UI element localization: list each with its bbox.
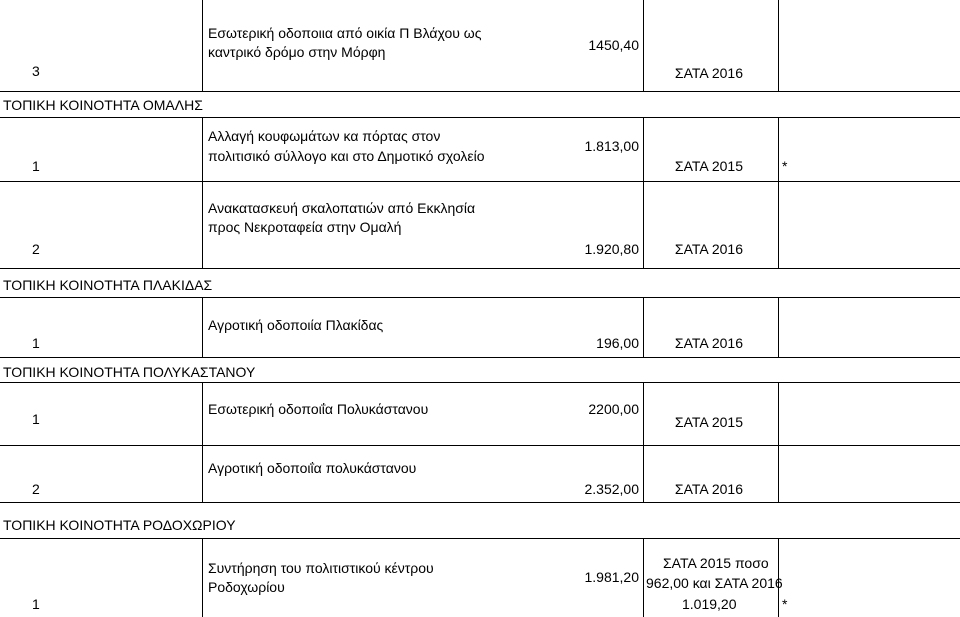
- row-description: καντρικό δρόμο στην Μόρφη: [208, 44, 386, 60]
- row-line: [0, 181, 960, 182]
- row-source: ΣΑΤΑ 2016: [674, 241, 743, 257]
- row-description: Αγροτική οδοποιία Πλακίδας: [208, 317, 384, 333]
- row-line: [0, 445, 960, 446]
- row-source: ΣΑΤΑ 2016: [674, 65, 743, 81]
- row-source: ΣΑΤΑ 2015: [674, 414, 743, 430]
- row-description: πολιτισικό σύλλογο και στο Δημοτικό σχολείο: [208, 148, 485, 164]
- col-line-3: [778, 0, 779, 91]
- row-mark: *: [782, 596, 788, 612]
- row-source: ΣΑΤΑ 2016: [674, 335, 743, 351]
- row-source: 1.019,20: [682, 596, 737, 612]
- row-mark: *: [782, 158, 788, 174]
- row-line: [0, 91, 960, 92]
- row-amount: 2200,00: [588, 401, 639, 417]
- row-description: Εσωτερική οδοποιια από οικία Π Βλάχου ως: [208, 25, 482, 41]
- row-description: Ανακατασκευή σκαλοπατιών από Εκκλησία: [208, 200, 476, 216]
- col-line-3: [778, 117, 779, 268]
- col-line-1: [202, 0, 203, 91]
- row-line: [0, 502, 960, 503]
- row-number: 1: [32, 335, 40, 351]
- row-description: Αλλαγή κουφωμάτων κα πόρτας στον: [208, 128, 441, 144]
- row-amount: 2.352,00: [584, 481, 639, 497]
- row-source: ΣΑΤΑ 2016: [674, 481, 743, 497]
- row-line: [0, 297, 960, 298]
- row-description: προς Νεκροταφεία στην Ομαλή: [208, 219, 402, 235]
- row-source: ΣΑΤΑ 2015 ποσο: [663, 555, 769, 571]
- section-heading: ΤΟΠΙΚΗ ΚΟΙΝΟΤΗΤΑ ΠΛΑΚΙΔΑΣ: [3, 277, 213, 293]
- row-amount: 196,00: [596, 335, 639, 351]
- col-line-2: [643, 117, 644, 268]
- row-amount: 1.981,20: [584, 569, 639, 585]
- row-amount: 1.920,80: [584, 241, 639, 257]
- row-line: [0, 538, 960, 539]
- row-amount: 1.813,00: [584, 138, 639, 154]
- col-line-1: [202, 297, 203, 357]
- col-line-1: [202, 382, 203, 502]
- row-number: 2: [32, 241, 40, 257]
- row-number: 1: [32, 596, 40, 612]
- row-number: 1: [32, 411, 40, 427]
- col-line-2: [643, 382, 644, 502]
- col-line-3: [778, 297, 779, 357]
- row-line: [0, 382, 960, 383]
- row-line: [0, 357, 960, 358]
- col-line-2: [643, 297, 644, 357]
- col-line-2: [643, 0, 644, 91]
- col-line-1: [202, 117, 203, 268]
- row-line: [0, 268, 960, 269]
- row-line: [0, 117, 960, 118]
- row-number: 3: [32, 63, 40, 79]
- row-number: 1: [32, 158, 40, 174]
- section-heading: ΤΟΠΙΚΗ ΚΟΙΝΟΤΗΤΑ ΠΟΛΥΚΑΣΤΑΝΟΥ: [3, 364, 256, 380]
- row-number: 2: [32, 481, 40, 497]
- section-heading: ΤΟΠΙΚΗ ΚΟΙΝΟΤΗΤΑ ΡΟΔΟΧΩΡΙΟΥ: [3, 517, 236, 533]
- col-line-3: [778, 382, 779, 502]
- col-line-2: [643, 538, 644, 617]
- col-line-1: [202, 538, 203, 617]
- row-amount: 1450,40: [588, 37, 639, 53]
- row-description: Αγροτική οδοποιΐα πολυκάστανου: [208, 460, 417, 476]
- row-description: Εσωτερική οδοποιΐα Πολυκάστανου: [208, 401, 429, 417]
- row-source: ΣΑΤΑ 2015: [674, 158, 743, 174]
- row-description: Συντήρηση του πολιτιστικού κέντρου: [208, 560, 434, 576]
- row-source: 962,00 και ΣΑΤΑ 2016: [646, 575, 783, 591]
- row-description: Ροδοχωρίου: [208, 579, 285, 595]
- section-heading: ΤΟΠΙΚΗ ΚΟΙΝΟΤΗΤΑ ΟΜΑΛΗΣ: [3, 97, 203, 113]
